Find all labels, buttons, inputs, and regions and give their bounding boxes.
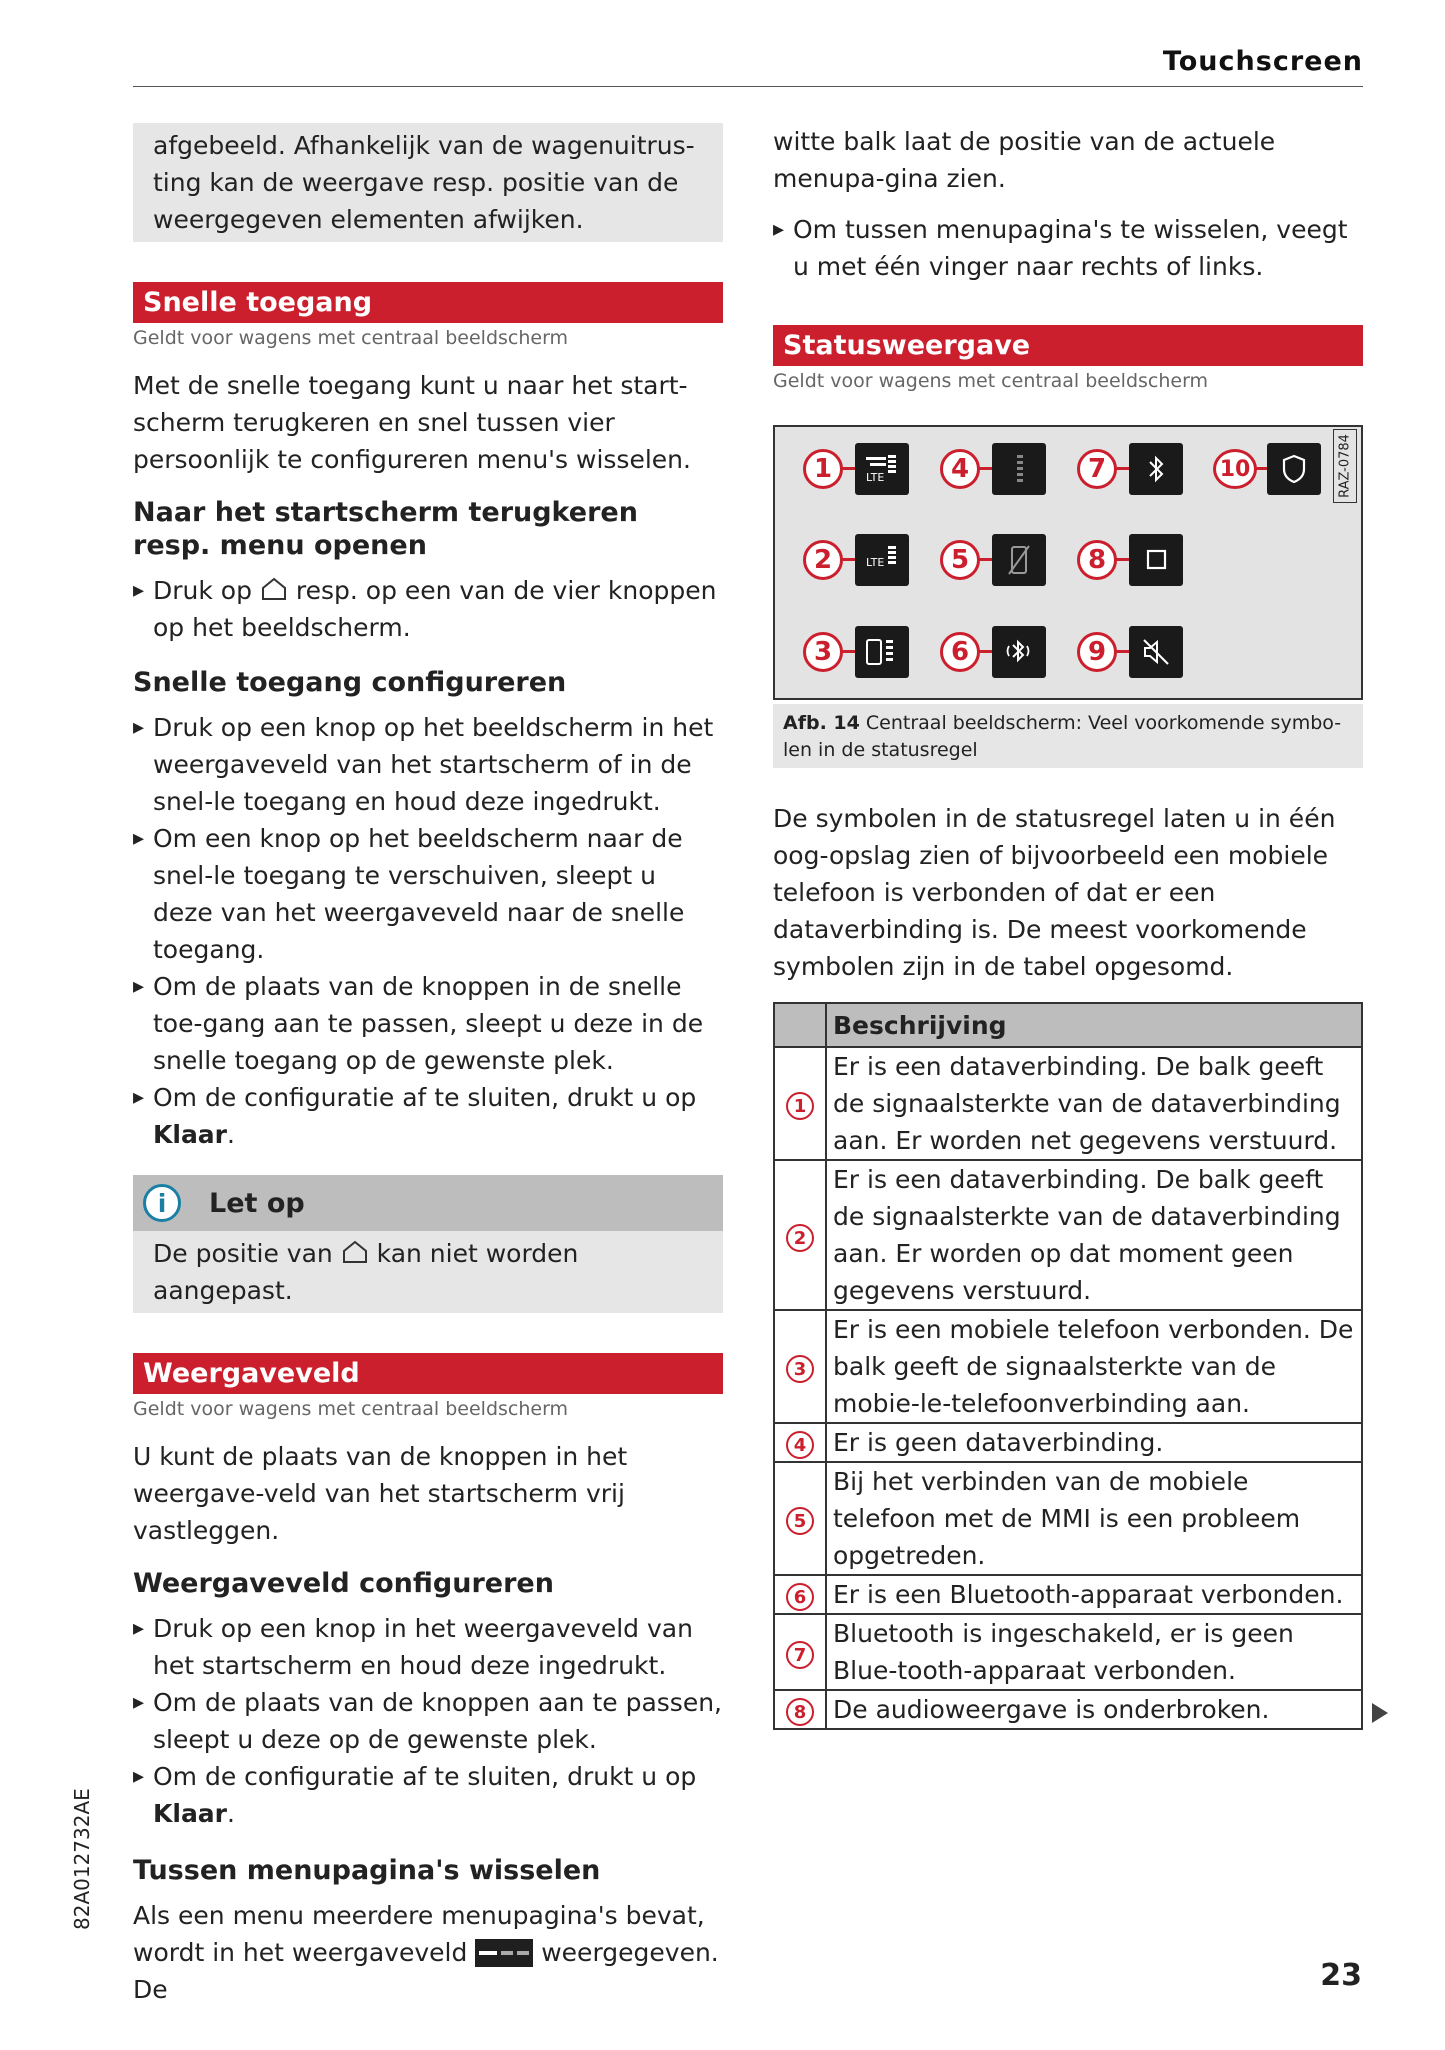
tussen-paragraph	[133, 1897, 723, 2008]
callout-5: 5	[940, 540, 980, 580]
row-description: Er is een dataverbinding. De balk geeft de signaalsterkte van de dataverbinding aan. Er worden op dat moment geen gegevens verstuurd.	[826, 1160, 1362, 1310]
callout-8: 8	[1077, 540, 1117, 580]
bullet-text: Druk op	[153, 576, 252, 605]
right-top-paragraph: witte balk laat de positie van de actuele menupa-gina zien.	[773, 127, 1276, 193]
weergave-paragraph: U kunt de plaats van de knoppen in het weergave-veld van het startscherm vrij vastleggen.	[133, 1442, 628, 1545]
header-rule	[133, 86, 1363, 87]
figure-caption	[773, 704, 1363, 768]
klaar-label: Klaar	[153, 1799, 228, 1828]
heading-configureren: Snelle toegang configureren	[133, 667, 567, 698]
heading-startscherm: Naar het startscherm terugkeren resp. menu openen	[133, 497, 638, 561]
row-description: Er is een Bluetooth-apparaat verbonden.	[826, 1575, 1362, 1614]
shield-icon	[1267, 443, 1321, 495]
callout-9: 9	[1077, 632, 1117, 672]
row-number: 1	[786, 1092, 814, 1120]
bluetooth-connected-icon	[992, 626, 1046, 678]
table-row	[774, 1310, 1362, 1423]
bullet-item: ▸ Om de plaats van de knoppen in de snelle toe-gang aan te passen, sleept u deze in de snelle toegang op de gewenste plek.	[133, 968, 723, 1079]
bullet-item: ▸ Om de configuratie af te sluiten, drukt u op Klaar.	[133, 1758, 723, 1832]
callout-connector	[1115, 467, 1129, 470]
section-heading-weergaveveld: Weergaveveld	[133, 1353, 723, 1394]
row-description: De audioweergave is onderbroken.	[826, 1690, 1362, 1729]
table-row	[774, 1160, 1362, 1310]
callout-connector	[978, 467, 992, 470]
bluetooth-icon	[1129, 443, 1183, 495]
section-heading-statusweergave: Statusweergave	[773, 325, 1363, 366]
callout-connector	[1255, 467, 1267, 470]
bullet-item: ▸ Om een knop op het beeldscherm naar de snel-le toegang te verschuiven, sleept u deze van het weergaveveld naar de snelle toegang.	[133, 820, 723, 968]
snelle-paragraph: Met de snelle toegang kunt u naar het start-scherm terugkeren en snel tussen vier persoonlijk te configureren menu's wisselen.	[133, 371, 691, 474]
row-number: 4	[786, 1431, 814, 1459]
table-row	[774, 1614, 1362, 1690]
svg-text:LTE: LTE	[866, 556, 885, 569]
bullet-text: Om de configuratie af te sluiten, drukt u op	[153, 1083, 697, 1112]
callout-10: 10	[1213, 449, 1257, 489]
table-row	[774, 1575, 1362, 1614]
callout-connector	[978, 650, 992, 653]
row-number: 3	[786, 1355, 814, 1383]
bullet-item: ▸ Om de plaats van de knoppen aan te passen, sleept u deze op de gewenste plek.	[133, 1684, 723, 1758]
svg-text:LTE: LTE	[866, 471, 885, 484]
intro-text: afgebeeld. Afhankelijk van de wagenuitrus-ting kan de weergave resp. positie van de weergegeven elementen afwijken.	[153, 131, 695, 234]
status-symbols-figure	[773, 425, 1363, 700]
table-row	[774, 1047, 1362, 1160]
callout-connector	[841, 650, 855, 653]
bullet-item: ▸ Om de configuratie af te sluiten, drukt u op Klaar.	[133, 1079, 723, 1153]
row-number: 5	[786, 1507, 814, 1535]
table-header-description: Beschrijving	[826, 1003, 1362, 1047]
callout-6: 6	[940, 632, 980, 672]
note-text: De positie van	[153, 1239, 333, 1268]
row-description: Er is geen dataverbinding.	[826, 1423, 1362, 1462]
tussen-text: Als een menu meerdere menupagina's bevat, wordt in het weergaveveld	[133, 1901, 705, 1967]
note-body	[133, 1231, 723, 1313]
section-subtitle: Geldt voor wagens met centraal beeldscherm	[133, 327, 569, 349]
table-row	[774, 1462, 1362, 1575]
table-header-row	[774, 1003, 1362, 1047]
home-icon	[260, 576, 288, 602]
symbols-table	[773, 1002, 1363, 1730]
callout-connector	[841, 558, 855, 561]
phone-signal-icon	[855, 626, 909, 678]
caption-text: Centraal beeldscherm: Veel voorkomende symbo-len in de statusregel	[783, 712, 1342, 761]
callout-3: 3	[803, 632, 843, 672]
note-header	[133, 1175, 723, 1231]
home-icon	[341, 1239, 369, 1265]
klaar-label: Klaar	[153, 1120, 228, 1149]
bullet-item: ▸ Om tussen menupagina's te wisselen, veegt u met één vinger naar rechts of links.	[773, 211, 1363, 285]
no-signal-icon	[992, 443, 1046, 495]
callout-2: 2	[803, 540, 843, 580]
bullet-text: Om de configuratie af te sluiten, drukt u op	[153, 1762, 697, 1791]
section-subtitle: Geldt voor wagens met centraal beeldscherm	[133, 1398, 569, 1420]
status-paragraph: De symbolen in de statusregel laten u in één oog-opslag zien of bijvoorbeeld een mobiele telefoon is verbonden of dat er een dataverbinding is. De meest voorkomende symbolen zijn in de tabel opgesomd.	[773, 804, 1336, 981]
bullet-item	[133, 572, 723, 646]
mute-icon	[1129, 626, 1183, 678]
heading-tussen-menupaginas: Tussen menupagina's wisselen	[133, 1855, 601, 1886]
stop-icon	[1129, 534, 1183, 586]
bullet-item: ▸ Druk op een knop in het weergaveveld van het startscherm en houd deze ingedrukt.	[133, 1610, 723, 1684]
table-header-number	[774, 1003, 826, 1047]
table-row	[774, 1690, 1362, 1729]
info-icon: i	[143, 1184, 181, 1222]
row-number: 7	[786, 1641, 814, 1669]
callout-1: 1	[803, 449, 843, 489]
row-description: Er is een mobiele telefoon verbonden. De balk geeft de signaalsterkte van de mobie-le-telefoonverbinding aan.	[826, 1310, 1362, 1423]
bullet-item: ▸ Druk op een knop op het beeldscherm in het weergaveveld van het startscherm of in de snel-le toegang en houd deze ingedrukt.	[133, 709, 723, 820]
row-description: Er is een dataverbinding. De balk geeft de signaalsterkte van de dataverbinding aan. Er worden net gegevens verstuurd.	[826, 1047, 1362, 1160]
callout-7: 7	[1077, 449, 1117, 489]
callout-4: 4	[940, 449, 980, 489]
bullet-text: resp. op een van de vier knoppen op het beeldscherm.	[153, 576, 717, 642]
figure-code: RAZ-0784	[1333, 429, 1357, 503]
table-row	[774, 1423, 1362, 1462]
section-heading-snelle-toegang: Snelle toegang	[133, 282, 723, 323]
row-description: Bij het verbinden van de mobiele telefoon met de MMI is een probleem opgetreden.	[826, 1462, 1362, 1575]
right-column-top	[773, 123, 1363, 394]
page-number: 23	[1320, 1958, 1362, 1993]
lte-signal-icon	[855, 443, 909, 495]
intro-box	[133, 123, 723, 242]
heading-weergaveveld-configureren: Weergaveveld configureren	[133, 1568, 554, 1599]
note-label: Let op	[209, 1187, 305, 1219]
callout-connector	[978, 558, 992, 561]
row-description: Bluetooth is ingeschakeld, er is geen Blue-tooth-apparaat verbonden.	[826, 1614, 1362, 1690]
row-number: 6	[786, 1583, 814, 1611]
callout-connector	[841, 467, 855, 470]
lte-no-data-icon	[855, 534, 909, 586]
page-indicator-icon	[475, 1939, 533, 1967]
caption-prefix: Afb. 14	[783, 712, 860, 734]
document-code: 82A012732AE	[70, 1788, 94, 1930]
right-column-paragraph	[773, 800, 1363, 985]
left-column	[133, 123, 723, 2008]
continue-arrow-icon	[1372, 1703, 1388, 1723]
phone-error-icon	[992, 534, 1046, 586]
callout-connector	[1115, 558, 1129, 561]
callout-connector	[1115, 650, 1129, 653]
note-text: kan niet worden aangepast.	[153, 1239, 579, 1305]
section-subtitle: Geldt voor wagens met centraal beeldscherm	[773, 370, 1209, 392]
row-number: 8	[786, 1698, 814, 1726]
running-header: Touchscreen	[1162, 46, 1363, 77]
tussen-text: weergegeven. De	[133, 1938, 719, 2004]
row-number: 2	[786, 1224, 814, 1252]
